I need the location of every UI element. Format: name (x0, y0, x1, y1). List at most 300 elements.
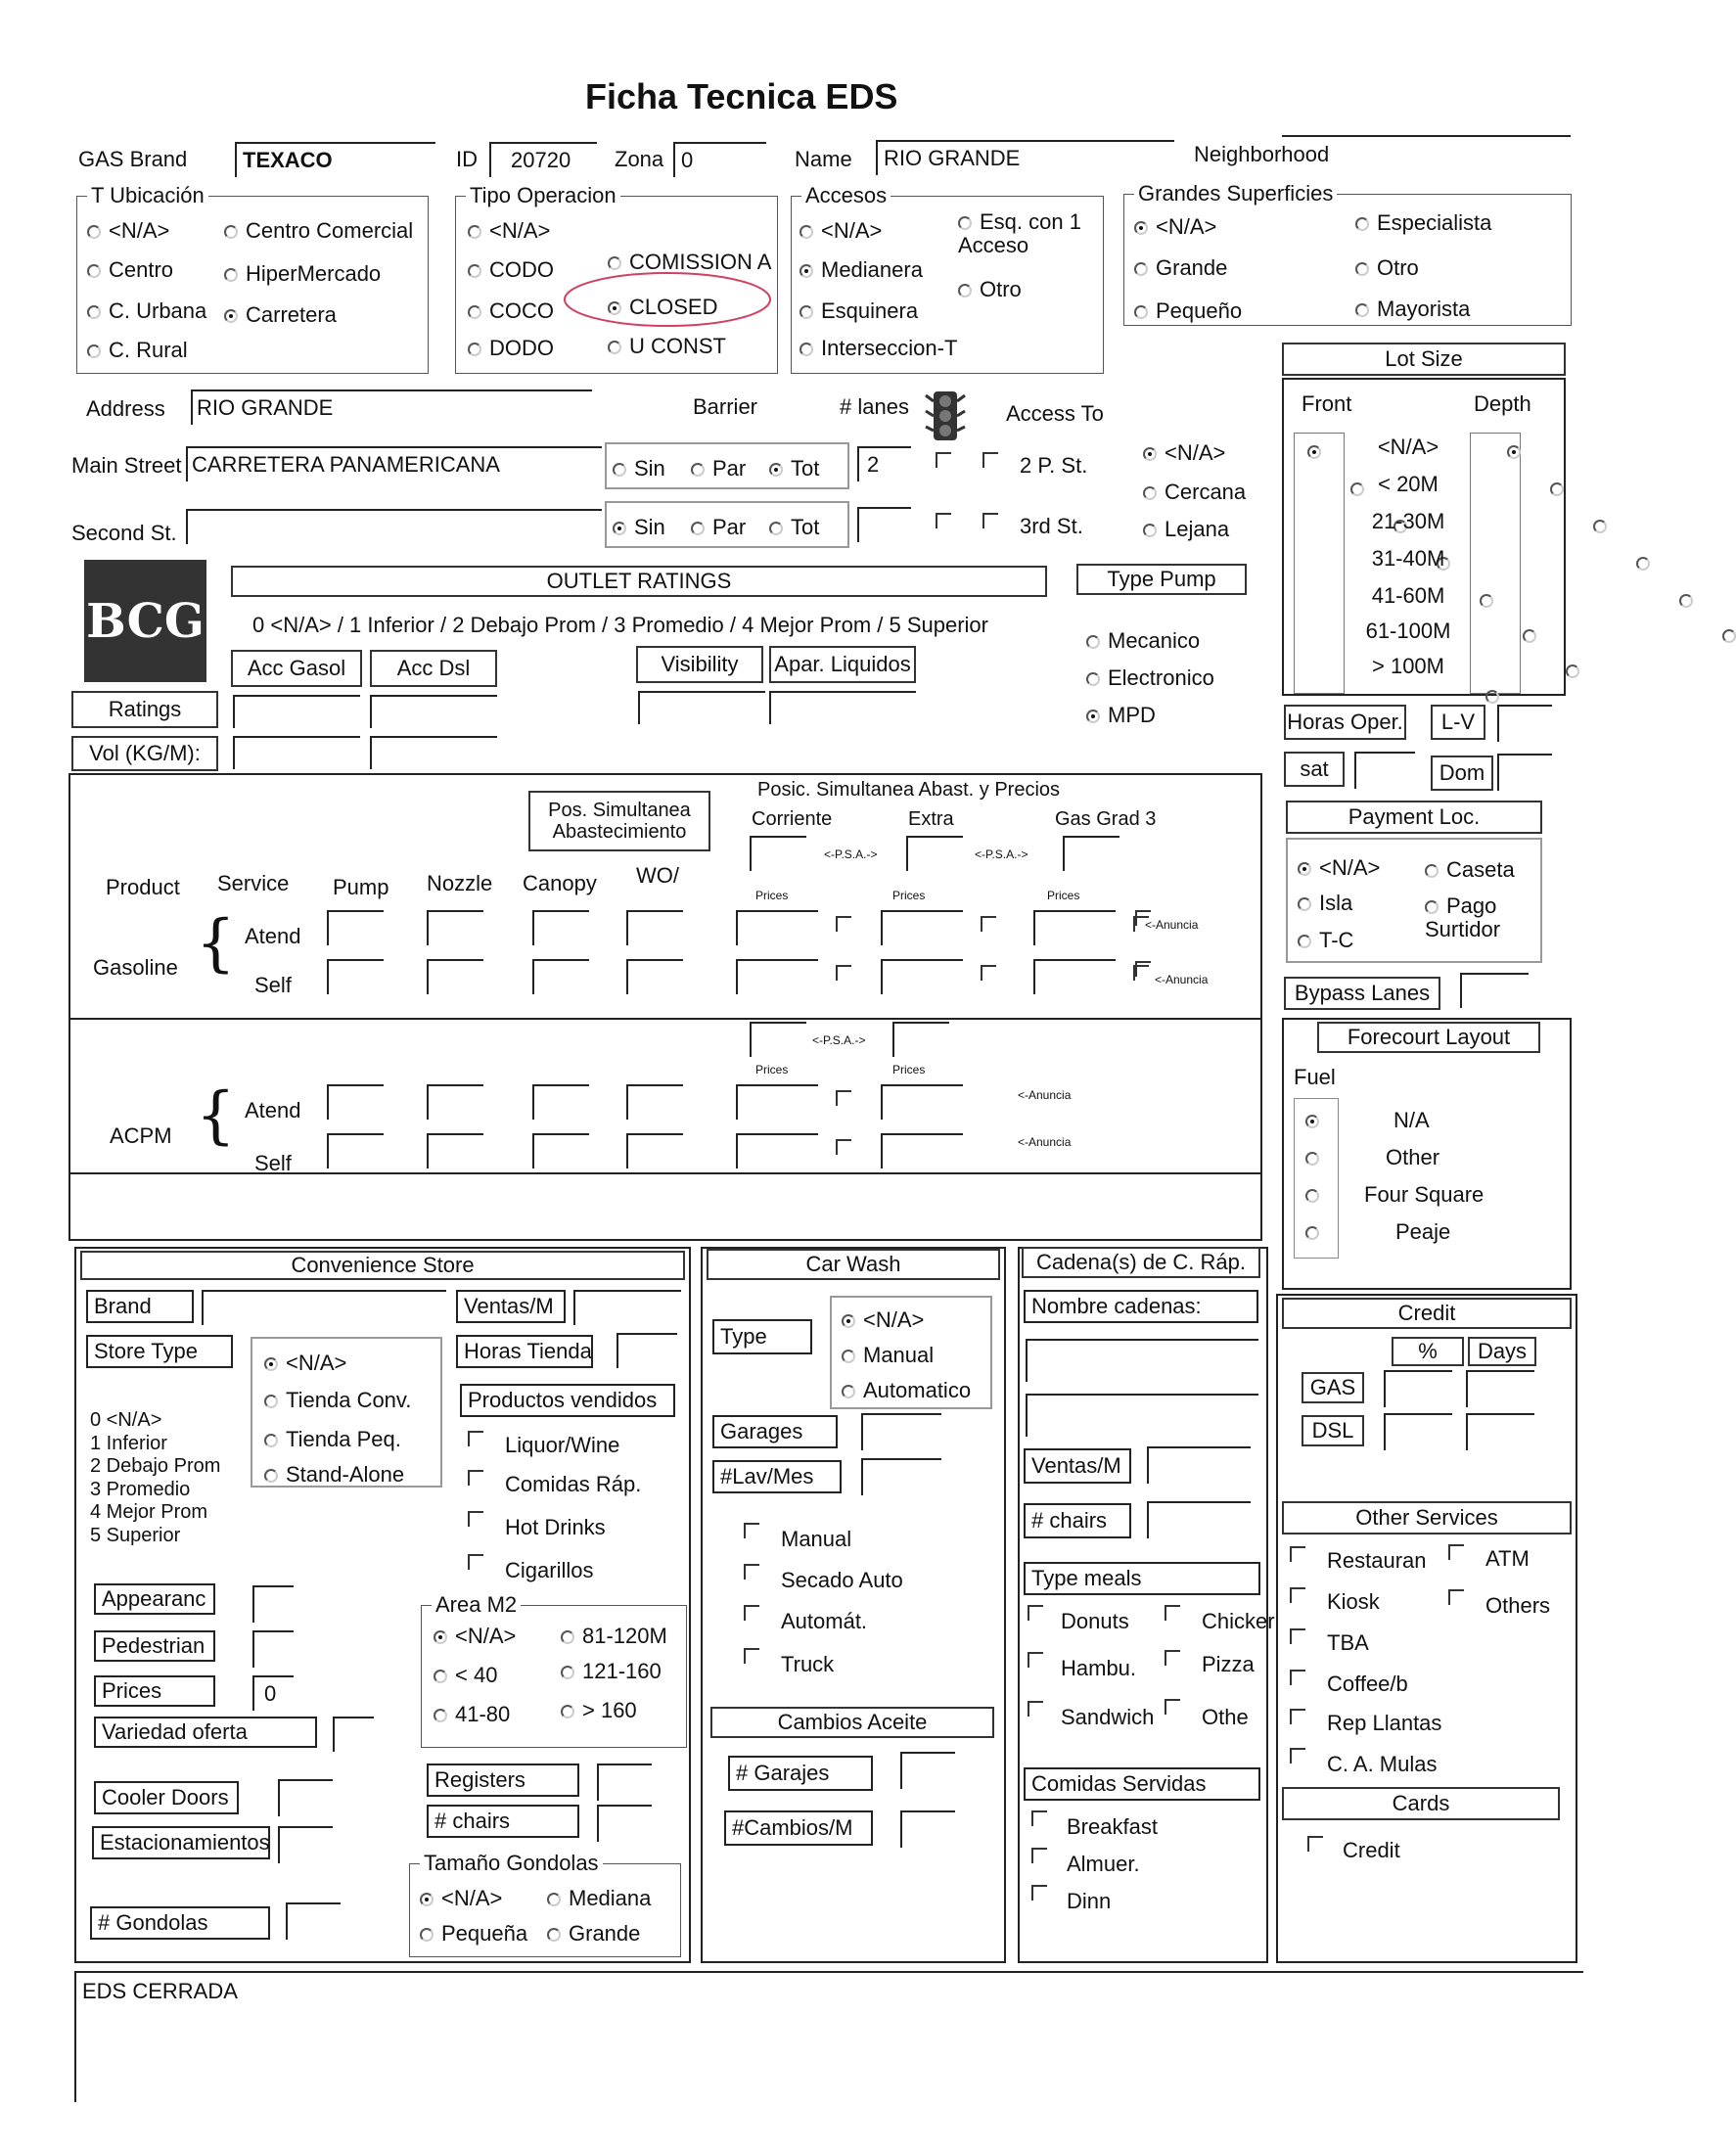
radio-icon (1086, 672, 1100, 686)
gas-cell[interactable] (626, 910, 683, 945)
col-nozzle: Nozzle (427, 871, 493, 895)
ca-mulas-label: C. A. Mulas (1327, 1752, 1438, 1776)
accesos-na[interactable]: <N/A> (799, 218, 882, 244)
ventas-header: Ventas/M (456, 1290, 566, 1323)
radio-icon (224, 225, 238, 239)
main-barrier-par[interactable]: Par (691, 456, 746, 481)
radio-selected-icon (842, 1314, 855, 1328)
acpm-price-check[interactable] (836, 1090, 851, 1106)
lot-depth-radio-icon[interactable] (1485, 690, 1499, 704)
tipo-codo[interactable]: CODO (468, 257, 554, 283)
acpm-self-label: Self (254, 1151, 292, 1175)
acpm-price-check[interactable] (836, 1139, 851, 1155)
gas-price-check[interactable] (981, 916, 996, 932)
radio-selected-icon (434, 1630, 447, 1644)
ubicacion-carretera[interactable]: Carretera (224, 302, 337, 328)
acpm-price-field[interactable] (736, 1084, 818, 1120)
type-pump-header: Type Pump (1076, 564, 1247, 595)
second-check-1[interactable] (936, 513, 951, 528)
radio-icon (1305, 1152, 1319, 1166)
radio-icon (799, 225, 813, 239)
convenience-store-header: Convenience Store (80, 1251, 685, 1280)
radio-icon (958, 216, 972, 230)
p-st-label: 2 P. St. (1020, 453, 1088, 478)
gs-grande[interactable]: Grande (1134, 255, 1227, 281)
psa-field-3[interactable] (1063, 836, 1119, 871)
horas-oper-header: Horas Oper. (1284, 705, 1406, 740)
second-barrier-sin[interactable]: Sin (613, 515, 665, 540)
cadena-chairs-header: # chairs (1024, 1503, 1131, 1538)
store-type-header: Store Type (86, 1335, 233, 1368)
gas-cell[interactable] (532, 959, 589, 994)
radio-icon (264, 1395, 278, 1408)
check-kiosk[interactable] (1290, 1587, 1305, 1603)
dom-header: Dom (1431, 756, 1493, 791)
forecourt-peaje[interactable]: Peaje (1305, 1219, 1450, 1245)
gas-cell[interactable] (327, 959, 384, 994)
garages-field[interactable] (861, 1413, 941, 1450)
rating-visibility[interactable] (638, 691, 765, 724)
access-lejana[interactable]: Lejana (1143, 517, 1229, 542)
acpm-cell[interactable] (532, 1133, 589, 1168)
prices-label-3: Prices (1047, 889, 1080, 902)
restauran-label: Restauran (1327, 1548, 1427, 1573)
payment-caseta[interactable]: Caseta (1425, 857, 1515, 883)
radio-icon (434, 1670, 447, 1683)
dom-field[interactable] (1497, 754, 1552, 791)
credit-gas-days-field[interactable] (1466, 1370, 1534, 1407)
lot-depth-radio-icon[interactable] (1722, 629, 1736, 643)
check-cw-manual[interactable] (744, 1523, 759, 1538)
radio-icon (842, 1385, 855, 1398)
radio-selected-icon (769, 463, 783, 477)
acpm-psa-field-2[interactable] (892, 1022, 949, 1057)
psa-label-1: <-P.S.A.-> (824, 847, 878, 861)
credit-gas-pct-field[interactable] (1384, 1370, 1452, 1407)
vol-acc-gasol[interactable] (233, 736, 360, 769)
payment-pago-surtidor[interactable]: Pago Surtidor (1425, 893, 1501, 942)
lot-size-option: 31-40M (1371, 546, 1445, 571)
gas-cell[interactable] (327, 910, 384, 945)
check-automat[interactable] (744, 1605, 759, 1621)
prices-label-2: Prices (892, 889, 926, 902)
gas-price-field[interactable] (1033, 910, 1116, 945)
gondolas-field[interactable] (286, 1902, 341, 1940)
accesos-medianera[interactable]: Medianera (799, 257, 923, 283)
tba-label: TBA (1327, 1630, 1369, 1655)
forecourt-other[interactable]: Other (1305, 1145, 1439, 1170)
vol-acc-dsl[interactable] (370, 736, 497, 769)
credit-days-header: Days (1468, 1337, 1536, 1366)
name-field[interactable]: RIO GRANDE (876, 140, 1174, 175)
lot-front-radios (1294, 433, 1345, 694)
check-tba[interactable] (1290, 1628, 1305, 1644)
cadena-chairs-field[interactable] (1147, 1501, 1251, 1538)
main-lanes-field[interactable]: 2 (857, 446, 911, 481)
sat-header: sat (1284, 752, 1345, 787)
forecourt-header: Forecourt Layout (1317, 1022, 1540, 1053)
lot-front-radio-icon[interactable] (1523, 629, 1536, 643)
bypass-lanes-header: Bypass Lanes (1284, 977, 1440, 1010)
radio-icon (1086, 635, 1100, 649)
radio-icon (420, 1928, 434, 1942)
lv-header: L-V (1431, 705, 1485, 740)
credit-dsl-pct-field[interactable] (1384, 1413, 1452, 1450)
check-cigarillos[interactable] (468, 1554, 483, 1570)
check-truck[interactable] (744, 1648, 759, 1664)
car-wash-automatico[interactable]: Automatico (842, 1378, 971, 1403)
forecourt-na[interactable]: N/A (1305, 1108, 1430, 1133)
anuncia-check[interactable] (1135, 910, 1151, 926)
variedad-oferta-field[interactable] (333, 1717, 374, 1752)
radio-icon (547, 1893, 561, 1906)
psa-label-2: <-P.S.A.-> (975, 847, 1028, 861)
visibility-header: Visibility (636, 646, 763, 683)
pump-mpd[interactable]: MPD (1086, 703, 1156, 728)
dinn-label: Dinn (1067, 1889, 1112, 1913)
lanes-label: # lanes (840, 394, 909, 419)
acpm-atend-label: Atend (245, 1098, 301, 1122)
lot-front-radio-icon[interactable] (1350, 482, 1364, 496)
comidas-servidas-header: Comidas Servidas (1024, 1767, 1260, 1801)
ubicacion-group (76, 183, 429, 374)
extra-label: Extra (908, 808, 954, 830)
area-lt-40[interactable]: < 40 (434, 1663, 497, 1688)
accesos-interseccion[interactable]: Interseccion-T (799, 336, 957, 361)
radio-icon (264, 1469, 278, 1483)
gs-especialista[interactable]: Especialista (1355, 210, 1491, 236)
car-wash-manual[interactable]: Manual (842, 1343, 934, 1368)
gondolas-header: # Gondolas (90, 1906, 270, 1940)
main-check-1[interactable] (936, 452, 951, 468)
check-others[interactable] (1448, 1589, 1464, 1605)
acpm-price-field[interactable] (881, 1133, 963, 1168)
garajes-field[interactable] (900, 1752, 955, 1789)
radio-icon (561, 1630, 574, 1644)
radio-selected-icon (799, 264, 813, 278)
tamano-grande[interactable]: Grande (547, 1921, 640, 1947)
main-street-field[interactable]: CARRETERA PANAMERICANA (186, 446, 602, 481)
acpm-cell[interactable] (626, 1133, 683, 1168)
acpm-cell[interactable] (327, 1084, 384, 1120)
lot-depth-radio-icon[interactable] (1636, 557, 1650, 571)
lot-depth-label: Depth (1474, 391, 1531, 416)
tipo-closed[interactable]: CLOSED (608, 295, 717, 320)
lav-mes-field[interactable] (861, 1458, 941, 1495)
second-barrier-par[interactable]: Par (691, 515, 746, 540)
outlet-ratings-header: OUTLET RATINGS (231, 566, 1047, 597)
radio-icon (1143, 524, 1157, 537)
accesos-otro[interactable]: Otro (958, 277, 1022, 302)
grandes-superficies-group (1123, 181, 1572, 326)
zona-field[interactable]: 0 (673, 142, 766, 177)
gas-price-field[interactable] (881, 910, 963, 945)
acpm-cell[interactable] (427, 1133, 483, 1168)
id-label: ID (456, 147, 478, 171)
products-divider (69, 1018, 1262, 1020)
check-rep-llantas[interactable] (1290, 1709, 1305, 1724)
main-barrier-group (605, 442, 849, 489)
check-pizza[interactable] (1165, 1650, 1180, 1666)
area-121-160[interactable]: 121-160 (561, 1659, 662, 1684)
hot-drinks-label: Hot Drinks (505, 1515, 606, 1539)
second-lanes-field[interactable] (857, 507, 911, 542)
cigarillos-label: Cigarillos (505, 1558, 594, 1582)
pump-mecanico[interactable]: Mecanico (1086, 628, 1200, 654)
area-81-120[interactable]: 81-120M (561, 1624, 667, 1649)
accesos-esq[interactable]: Esq. con 1 Acceso (958, 209, 1081, 258)
lot-front-label: Front (1302, 391, 1352, 416)
gas-price-field[interactable] (1033, 959, 1116, 994)
gas-price-check[interactable] (836, 965, 851, 981)
radio-icon (608, 341, 621, 354)
cooler-doors-field[interactable] (278, 1779, 333, 1816)
tipo-dodo[interactable]: DODO (468, 336, 554, 361)
ubicacion-c-urbana[interactable]: C. Urbana (87, 298, 206, 324)
second-barrier-tot[interactable]: Tot (769, 515, 819, 540)
pump-electronico[interactable]: Electronico (1086, 665, 1214, 691)
pedestrian-header: Pedestrian (94, 1630, 215, 1662)
payment-loc-group (1286, 838, 1542, 963)
check-donuts[interactable] (1028, 1605, 1043, 1621)
pedestrian-field[interactable] (252, 1630, 294, 1668)
main-check-2[interactable] (982, 452, 998, 468)
pizza-label: Pizza (1202, 1652, 1255, 1676)
posic-simultanea-label: Posic. Simultanea Abast. y Precios (757, 779, 1061, 801)
radio-icon (434, 1709, 447, 1722)
gs-pequeno[interactable]: Pequeño (1134, 298, 1242, 324)
appearance-field[interactable] (252, 1585, 294, 1623)
radio-selected-icon (613, 522, 626, 535)
lot-front-radio-icon[interactable] (1566, 664, 1579, 678)
check-liquor-wine[interactable] (468, 1431, 483, 1446)
forecourt-panel (1282, 1018, 1572, 1290)
other-label: Othe (1202, 1705, 1249, 1729)
payment-tc[interactable]: T-C (1298, 928, 1353, 953)
store-type-tienda-peq[interactable]: Tienda Peq. (264, 1427, 401, 1452)
acc-gasol-header: Acc Gasol (231, 650, 362, 687)
gas-cell[interactable] (532, 910, 589, 945)
estacionamientos-field[interactable] (278, 1826, 333, 1863)
gas-price-field[interactable] (736, 910, 818, 945)
gas-cell[interactable] (427, 959, 483, 994)
neighborhood-field[interactable] (1282, 135, 1571, 170)
lot-size-option: 61-100M (1365, 618, 1451, 643)
lot-depth-radio-icon[interactable] (1679, 594, 1693, 608)
address-field[interactable]: RIO GRANDE (191, 389, 592, 425)
gs-mayorista[interactable]: Mayorista (1355, 297, 1470, 322)
gasoline-brace: { (196, 907, 236, 980)
notes-field[interactable]: EDS CERRADA (74, 1971, 1583, 2102)
id-field[interactable]: 20720 (489, 142, 597, 177)
ubicacion-centro[interactable]: Centro (87, 257, 173, 283)
type-meals-header: Type meals (1024, 1562, 1260, 1595)
psa-field-1[interactable] (750, 836, 806, 871)
acpm-prices-label-1: Prices (755, 1063, 789, 1076)
area-41-80[interactable]: 41-80 (434, 1702, 510, 1727)
radio-selected-icon (224, 309, 238, 323)
other-services-header: Other Services (1282, 1501, 1572, 1535)
main-barrier-tot[interactable]: Tot (769, 456, 819, 481)
radio-selected-icon (264, 1357, 278, 1371)
check-ca-mulas[interactable] (1290, 1748, 1305, 1764)
radio-icon (1355, 217, 1369, 231)
second-barrier-group (605, 501, 849, 548)
nombre-cadenas-header: Nombre cadenas: (1024, 1290, 1258, 1323)
radio-icon (1425, 900, 1439, 914)
main-barrier-sin[interactable]: Sin (613, 456, 665, 481)
check-atm[interactable] (1448, 1544, 1464, 1560)
gs-otro[interactable]: Otro (1355, 255, 1419, 281)
col-wo: WO/ (636, 863, 679, 888)
check-breakfast[interactable] (1031, 1810, 1047, 1826)
store-type-tienda-conv[interactable]: Tienda Conv. (264, 1388, 411, 1413)
col-service: Service (217, 871, 290, 895)
ubicacion-c-rural[interactable]: C. Rural (87, 338, 188, 363)
acpm-psa-field-1[interactable] (750, 1022, 806, 1057)
others-label: Others (1485, 1593, 1551, 1618)
corriente-label: Corriente (752, 808, 833, 830)
sat-field[interactable] (1354, 752, 1415, 789)
acpm-cell[interactable] (626, 1084, 683, 1120)
car-wash-na[interactable]: <N/A> (842, 1307, 924, 1333)
tipo-comission[interactable]: COMISSION A (608, 250, 771, 275)
second-street-field[interactable] (186, 509, 602, 544)
lot-size-option: <N/A> (1377, 435, 1439, 459)
prices-field[interactable]: 0 (252, 1675, 294, 1711)
cambios-m-field[interactable] (900, 1810, 955, 1848)
coffee-label: Coffee/b (1327, 1672, 1408, 1696)
access-cercana[interactable]: Cercana (1143, 480, 1246, 505)
gas-brand-field[interactable]: TEXACO (235, 142, 435, 177)
second-check-2[interactable] (982, 513, 998, 528)
bcg-logo: BCG (84, 560, 206, 682)
tipo-na[interactable]: <N/A> (468, 218, 550, 244)
cadena-ventas-field[interactable] (1147, 1446, 1251, 1484)
lv-field[interactable] (1497, 705, 1552, 742)
comidas-rap-label: Comidas Ráp. (505, 1472, 642, 1496)
radio-icon (468, 225, 481, 239)
check-hot-drinks[interactable] (468, 1511, 483, 1527)
tamano-na[interactable]: <N/A> (420, 1886, 502, 1911)
tipo-u-const[interactable]: U CONST (608, 334, 726, 359)
check-hambu[interactable] (1028, 1652, 1043, 1668)
area-gt-160[interactable]: > 160 (561, 1698, 637, 1723)
check-other[interactable] (1165, 1699, 1180, 1715)
tipo-coco[interactable]: COCO (468, 298, 554, 324)
access-na[interactable]: <N/A> (1143, 440, 1225, 466)
gas-cell[interactable] (626, 959, 683, 994)
gas-grad3-label: Gas Grad 3 (1055, 808, 1157, 830)
check-almuer[interactable] (1031, 1848, 1047, 1863)
acpm-cell[interactable] (427, 1084, 483, 1120)
nombre-cadenas-field-1[interactable] (1026, 1339, 1258, 1382)
forecourt-four-square[interactable]: Four Square (1305, 1182, 1484, 1208)
check-restauran[interactable] (1290, 1546, 1305, 1562)
rating-acc-dsl[interactable] (370, 695, 497, 728)
gas-price-check[interactable] (981, 965, 996, 981)
anuncia-label: <-Anuncia (1018, 1088, 1072, 1102)
bypass-lanes-field[interactable] (1460, 973, 1529, 1008)
area-m2-label: Area M2 (432, 1592, 521, 1618)
gs-na[interactable]: <N/A> (1134, 214, 1216, 240)
conv-chairs-field[interactable] (597, 1805, 652, 1842)
accesos-esquinera[interactable]: Esquinera (799, 298, 918, 324)
store-type-na[interactable]: <N/A> (264, 1351, 346, 1376)
nombre-cadenas-field-2[interactable] (1026, 1394, 1258, 1437)
ubicacion-centro-comercial[interactable]: Centro Comercial (224, 218, 413, 244)
horas-tienda-field[interactable] (617, 1333, 677, 1368)
ubicacion-na[interactable]: <N/A> (87, 218, 169, 244)
store-type-group (251, 1337, 442, 1488)
payment-isla[interactable]: Isla (1298, 891, 1352, 916)
radio-icon (769, 522, 783, 535)
check-secado-auto[interactable] (744, 1564, 759, 1580)
ventas-field[interactable] (573, 1290, 681, 1325)
atm-label: ATM (1485, 1546, 1530, 1571)
brand-field[interactable] (202, 1290, 446, 1325)
area-na[interactable]: <N/A> (434, 1624, 516, 1649)
radio-icon (1298, 897, 1311, 911)
gas-price-check[interactable] (836, 916, 851, 932)
gasoline-atend-label: Atend (245, 924, 301, 948)
apar-liquidos-header: Apar. Liquidos (769, 646, 916, 683)
rating-apar[interactable] (769, 691, 916, 724)
radio-icon (224, 268, 238, 282)
tamano-mediana[interactable]: Mediana (547, 1886, 651, 1911)
estacionamientos-header: Estacionamientos (92, 1826, 270, 1859)
anuncia-check[interactable] (1135, 961, 1151, 977)
lot-size-panel (1282, 378, 1566, 696)
lot-depth-radio-icon[interactable] (1593, 520, 1607, 533)
psa-field-2[interactable] (906, 836, 963, 871)
grandes-superficies-label: Grandes Superficies (1134, 181, 1337, 206)
ubicacion-hipermercado[interactable]: HiperMercado (224, 261, 381, 287)
check-sandwich[interactable] (1028, 1701, 1043, 1717)
radio-icon (1305, 1189, 1319, 1203)
acpm-psa-label: <-P.S.A.-> (812, 1033, 866, 1047)
check-comidas-rap[interactable] (468, 1470, 483, 1486)
ubicacion-label: T Ubicación (87, 183, 208, 208)
store-type-stand-alone[interactable]: Stand-Alone (264, 1462, 404, 1488)
check-cards-credit[interactable] (1307, 1836, 1323, 1852)
radio-icon (468, 305, 481, 319)
gas-price-field[interactable] (736, 959, 818, 994)
acpm-price-field[interactable] (881, 1084, 963, 1120)
acpm-cell[interactable] (532, 1084, 589, 1120)
lot-depth-radio-icon[interactable] (1550, 482, 1564, 496)
radio-icon (1134, 305, 1148, 319)
check-coffee[interactable] (1290, 1670, 1305, 1685)
acpm-price-field[interactable] (736, 1133, 818, 1168)
acpm-cell[interactable] (327, 1133, 384, 1168)
tamano-pequena[interactable]: Pequeña (420, 1921, 527, 1947)
rating-acc-gasol[interactable] (233, 695, 360, 728)
check-dinn[interactable] (1031, 1885, 1047, 1901)
registers-field[interactable] (597, 1764, 652, 1801)
radio-icon (958, 284, 972, 298)
area-m2-group (421, 1592, 687, 1748)
payment-na[interactable]: <N/A> (1298, 855, 1380, 881)
radio-icon (264, 1434, 278, 1447)
radio-icon (1355, 303, 1369, 317)
credit-dsl-days-field[interactable] (1466, 1413, 1534, 1450)
gas-price-field[interactable] (881, 959, 963, 994)
conv-chairs-header: # chairs (427, 1805, 579, 1838)
gas-cell[interactable] (427, 910, 483, 945)
check-chicken[interactable] (1165, 1605, 1180, 1621)
acc-dsl-header: Acc Dsl (370, 650, 497, 687)
